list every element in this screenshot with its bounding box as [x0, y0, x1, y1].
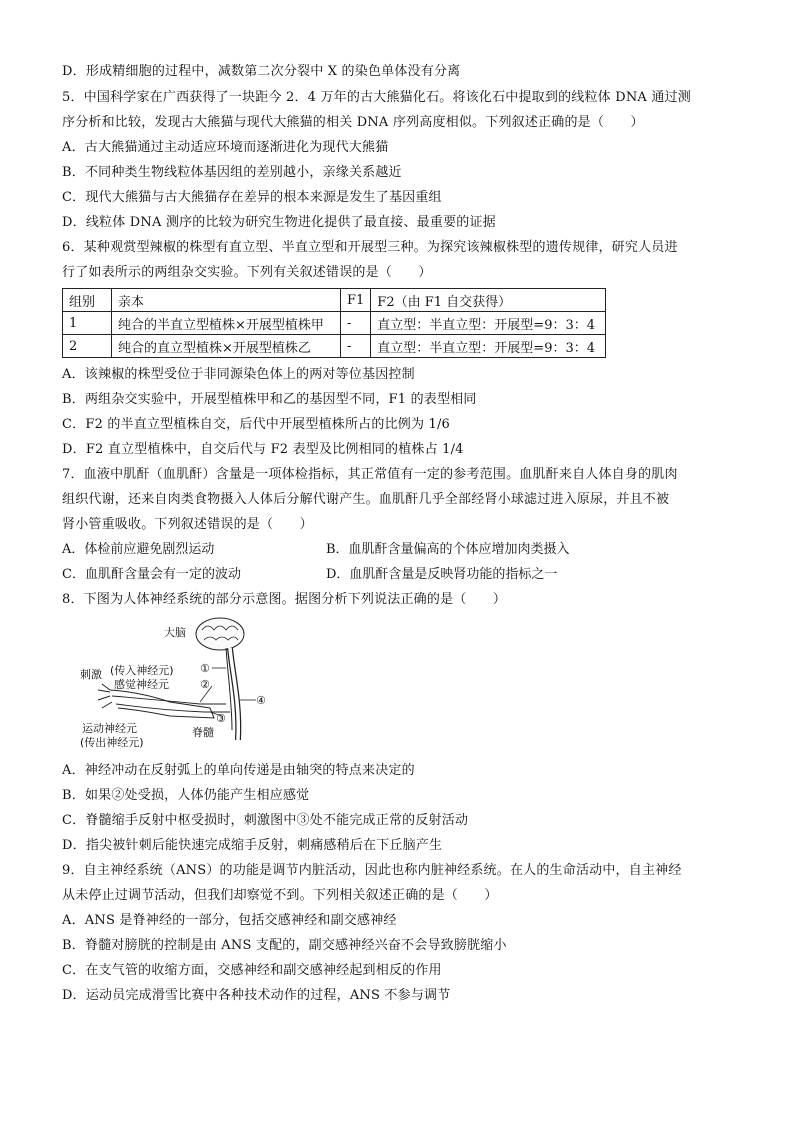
q5-stem-line2: 序分析和比较，发现古大熊猫与现代大熊猫的相关 DNA 序列高度相似。下列叙述正确的是（ ） [62, 115, 644, 130]
label-1: ① [200, 662, 210, 675]
q7-option-c: C．血肌酐含量会有一定的波动 [62, 567, 241, 582]
q8-option-b: B．如果②处受损，人体仍能产生相应感觉 [62, 788, 310, 803]
table-header-cell: F2（由 F1 自交获得） [371, 289, 606, 312]
q9-option-b: B．脊髓对膀胱的控制是由 ANS 支配的，副交感神经兴奋不会导致膀胱缩小 [62, 938, 507, 953]
q9-option-c: C．在支气管的收缩方面，交感神经和副交感神经起到相反的作用 [62, 963, 442, 978]
q6-option-c: C．F2 的半直立型植株自交，后代中开展型植株所占的比例为 1/6 [62, 417, 451, 432]
q6-stem-line1: 6．某种观赏型辣椒的株型有直立型、半直立型和开展型三种。为探究该辣椒株型的遗传规律，研究人员进 [62, 240, 678, 255]
label-brain: 大脑 [164, 626, 186, 639]
q5-option-d: D．线粒体 DNA 测序的比较为研究生物进化提供了最直接、最重要的证据 [62, 215, 496, 230]
q6-option-a: A．该辣椒的株型受位于非同源染色体上的两对等位基因控制 [62, 367, 415, 382]
q4-option-d: D．形成精细胞的过程中，减数第二次分裂中 X 的染色单体没有分离 [62, 64, 461, 79]
label-afferent-1: (传入神经元) [110, 664, 174, 677]
table-header-cell: 组别 [63, 289, 112, 312]
q7-stem-line1: 7．血液中肌酐（血肌酐）含量是一项体检指标，其正常值有一定的参考范围。血肌酐来自人体自身的肌肉 [62, 467, 678, 482]
label-4: ④ [256, 694, 266, 707]
q8-option-c: C．脊髓缩手反射中枢受损时，刺激图中③处不能完成正常的反射活动 [62, 813, 469, 828]
label-spinal: 脊髓 [192, 726, 214, 739]
q7-option-a: A．体检前应避免剧烈运动 [62, 542, 215, 557]
label-afferent-2: 感觉神经元 [114, 678, 169, 691]
table-cell: - [341, 335, 371, 358]
q9-option-d: D．运动员完成滑雪比赛中各种技术动作的过程，ANS 不参与调节 [62, 988, 451, 1003]
label-3: ③ [216, 712, 226, 725]
q9-option-a: A．ANS 是脊神经的一部分，包括交感神经和副交感神经 [62, 913, 397, 928]
q8-option-d: D．指尖被针刺后能快速完成缩手反射，刺痛感稍后在下丘脑产生 [62, 838, 443, 853]
q9-stem-line2: 从未停止过调节活动，但我们却察觉不到。下列相关叙述正确的是（ ） [62, 888, 498, 903]
table-cell: 直立型：半直立型：开展型=9：3：4 [371, 335, 606, 358]
q5-option-a: A．古大熊猫通过主动适应环境而逐渐进化为现代大熊猫 [62, 140, 389, 155]
table-cell: 纯合的半直立型植株×开展型植株甲 [112, 312, 341, 335]
q6-option-b: B．两组杂交实验中，开展型植株甲和乙的基因型不同，F1 的表型相同 [62, 392, 477, 407]
q8-stem: 8．下图为人体神经系统的部分示意图。据图分析下列说法正确的是（ ） [62, 592, 507, 607]
table-row [63, 335, 606, 358]
label-2: ② [200, 678, 210, 691]
q5-option-b: B．不同种类生物线粒体基因组的差别越小，亲缘关系越近 [62, 165, 402, 180]
label-efferent-2: (传出神经元) [80, 736, 144, 749]
table-cell: 1 [63, 312, 112, 335]
table-cell: 直立型：半直立型：开展型=9：3：4 [371, 312, 606, 335]
q7-option-b: B．血肌酐含量偏高的个体应增加肉类摄入 [326, 542, 570, 557]
q5-option-c: C．现代大熊猫与古大熊猫存在差异的根本来源是发生了基因重组 [62, 190, 442, 205]
label-efferent-1: 运动神经元 [82, 722, 137, 735]
table-cell: 2 [63, 335, 112, 358]
q6-option-d: D．F2 直立型植株中，自交后代与 F2 表型及比例相同的植株占 1/4 [62, 442, 464, 457]
table-cell: 纯合的直立型植株×开展型植株乙 [112, 335, 341, 358]
table-header-cell: 亲本 [112, 289, 341, 312]
q7-option-d: D．血肌酐含量是反映肾功能的指标之一 [326, 567, 558, 582]
q5-stem-line1: 5．中国科学家在广西获得了一块距今 2．4 万年的古大熊猫化石。将该化石中提取到的线粒体 DNA 通过测 [62, 90, 691, 105]
q6-stem-line2: 行了如表所示的两组杂交实验。下列有关叙述错误的是（ ） [62, 265, 432, 280]
table-cell: - [341, 312, 371, 335]
nervous-system-diagram [80, 612, 280, 754]
q9-stem-line1: 9．自主神经系统（ANS）的功能是调节内脏活动，因此也称内脏神经系统。在人的生命活动中，自主神经 [62, 863, 682, 878]
table-header-row [63, 289, 606, 312]
q7-stem-line2: 组织代谢，还来自肉类食物摄入人体后分解代谢产生。血肌酐几乎全部经肾小球滤过进入原尿，并且不被 [62, 492, 670, 507]
q7-stem-line3: 肾小管重吸收。下列叙述错误的是（ ） [62, 517, 313, 532]
brain-drawing [196, 618, 244, 650]
label-stimulus: 刺激 [80, 668, 102, 681]
table-row [63, 312, 606, 335]
table-header-cell: F1 [341, 289, 371, 312]
cross-table [62, 288, 606, 358]
q8-option-a: A．神经冲动在反射弧上的单向传递是由轴突的特点来决定的 [62, 763, 415, 778]
hand-drawing [98, 684, 112, 708]
